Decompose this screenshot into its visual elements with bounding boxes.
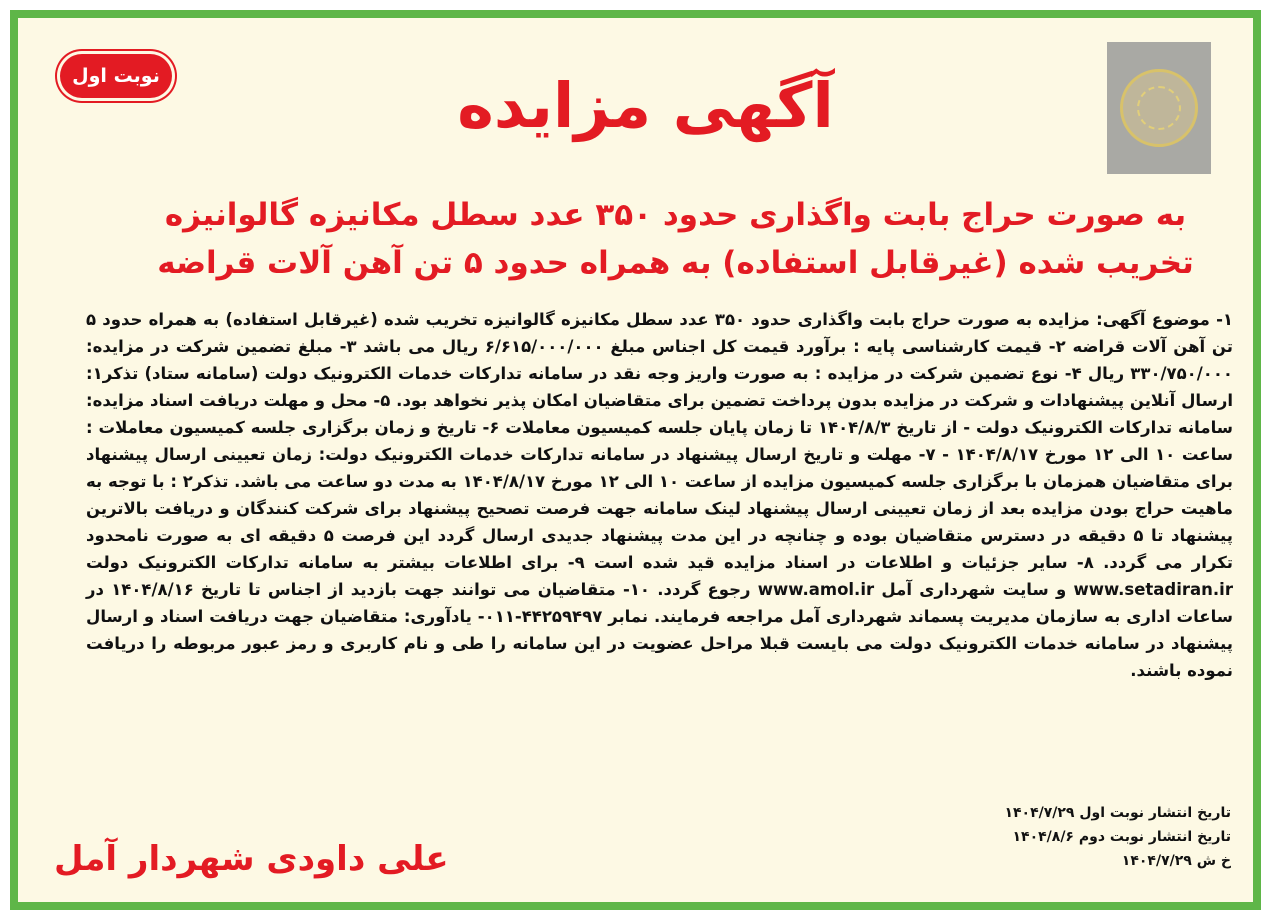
round-badge: نوبت اول: [60, 54, 172, 98]
seal-core: [1137, 86, 1181, 130]
publication-dates: [966, 801, 1231, 873]
seal-circle: [1120, 69, 1198, 147]
mayor-signature: علی داودی شهردار آمل: [54, 839, 449, 879]
notice-body: ۱- موضوع آگهی: مزایده به صورت حراج بابت واگذاری حدود ۳۵۰ عدد سطل مکانیزه گالوانیزه تخریب شده (غیرقابل استفاده) به همراه حدود ۵ تن آهن آلات قراضه ۲- قیمت کارشناسی پایه : برآورد قیمت کل اجناس مبلغ ۶/۶۱۵/۰۰۰/۰۰۰ ریال می باشد ۳- مبلغ تضمین شرکت در مزایده: ۳۳۰/۷۵۰/۰۰۰ ریال ۴- نوع تضمین شرکت در مزایده : به صورت واریز وجه نقد در سامانه تدارکات خدمات الکترونیک دولت (سامانه ستاد) تذکر۱: ارسال آنلاین پیشنهادات و شرکت در مزایده بدون پرداخت تضمین برای متقاضیان امکان پذیر نخواهد بود. ۵- محل و مهلت دریافت اسناد مزایده: سامانه تدارکات الکترونیک دولت - از تاریخ ۱۴۰۴/۸/۳ تا زمان پایان جلسه کمیسیون معاملات ۶- تاریخ و زمان برگزاری جلسه کمیسیون معاملات : ساعت ۱۰ الی ۱۲ مورخ ۱۴۰۴/۸/۱۷ - ۷- مهلت و تاریخ ارسال پیشنهاد در سامانه تدارکات خدمات الکترونیک دولت: زمان تعیینی ارسال پیشنهاد برای متقاضیان همزمان با برگزاری جلسه کمیسیون مزایده از ساعت ۱۰ الی ۱۲ مورخ ۱۴۰۴/۸/۱۷ به مدت دو ساعت می باشد. تذکر۲ : با توجه به ماهیت حراج بودن مزایده بعد از زمان تعیینی ارسال پیشنهاد لینک سامانه جهت فرصت تصحیح پیشنهاد برای شرکت کنندگان و دریافت بالاترین پیشنهاد تا ۵ دقیقه در دسترس متقاضیان بوده و چنانچه در این مدت پیشنهاد جدیدی ارسال گردد این فرصت ۵ دقیقه ای به صورت نامحدود تکرار می گردد. ۸- سایر جزئیات و اطلاعات در اسناد مزایده قید شده است ۹- برای اطلاعات بیشتر به سامانه تدارکات الکترونیک دولت www.setadiran.ir و سایت شهرداری آمل www.amol.ir رجوع گردد. ۱۰- متقاضیان می توانند جهت بازدید از اجناس تا تاریخ ۱۴۰۴/۸/۱۶ در ساعات اداری به سازمان مدیریت پسماند شهرداری آمل مراجعه فرمایند. نمابر ۴۴۲۵۹۴۹۷-۰۱۱- یادآوری: متقاضیان جهت دریافت اسناد و ارسال پیشنهاد در سامانه خدمات الکترونیک دولت می بایست قبلا مراحل عضویت در این سامانه را طی و نام کاربری و رمز عبور مربوطه را دریافت نموده باشند.: [86, 310, 1234, 680]
first-publication-date: تاریخ انتشار نوبت اول ۱۴۰۴/۷/۲۹: [1004, 805, 1231, 821]
subtitle-line-2: تخریب شده (غیرقابل استفاده) به همراه حدود ۵ تن آهن آلات قراضه: [157, 245, 1194, 281]
amol-municipality-logo-icon: [1107, 42, 1211, 174]
notice-title: آگهی مزایده: [457, 69, 834, 142]
second-publication-date: تاریخ انتشار نوبت دوم ۱۴۰۴/۸/۶: [1012, 829, 1231, 845]
notice-subtitle: [136, 191, 1215, 287]
notice-content: [26, 26, 1245, 894]
notice-code: خ ش ۱۴۰۴/۷/۲۹: [1121, 853, 1231, 869]
notice-frame: [10, 10, 1261, 910]
subtitle-line-1: به صورت حراج بابت واگذاری حدود ۳۵۰ عدد سطل مکانیزه گالوانیزه: [164, 197, 1187, 233]
